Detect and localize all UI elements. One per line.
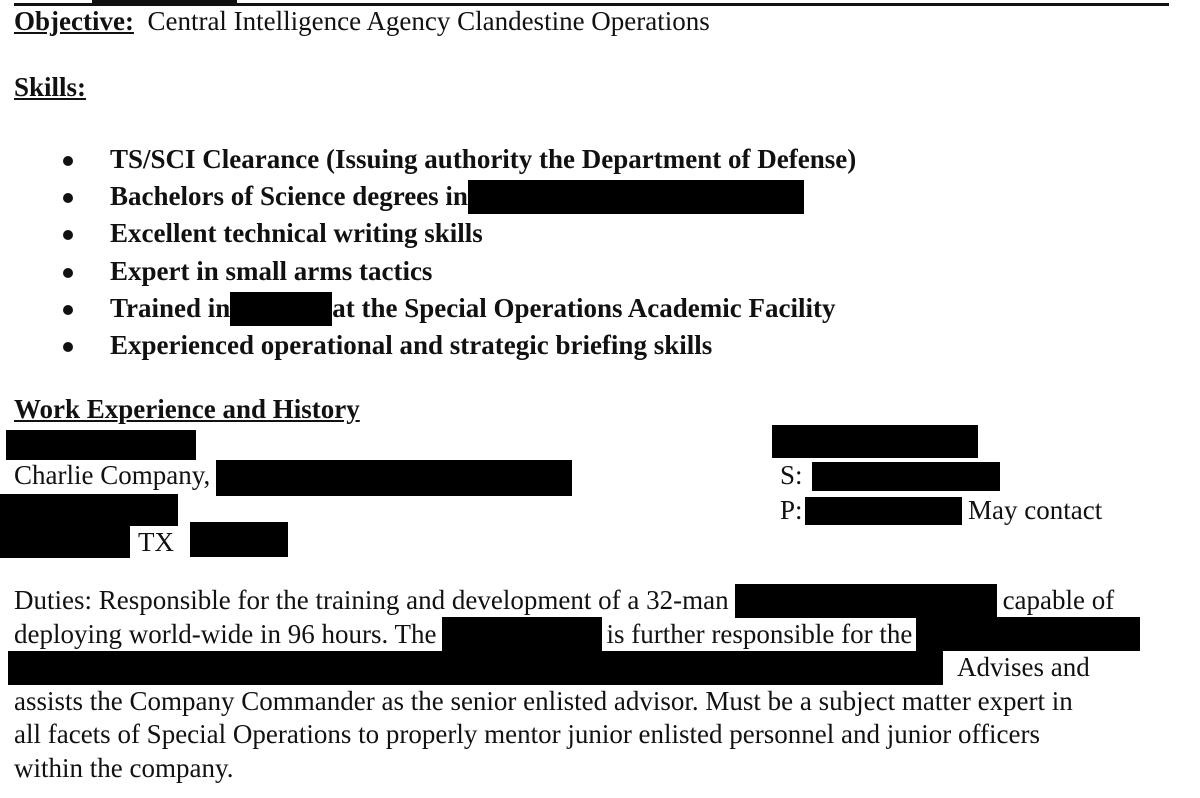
skill-text: Bachelors of Science degrees in [110, 178, 804, 215]
skill-text: Trained in at the Special Operations Academic Facility [110, 290, 835, 327]
duties-text: Duties: Responsible for the training and development of a 32-man [14, 585, 729, 615]
redaction-block [0, 494, 178, 526]
bullet-icon [63, 342, 73, 352]
duties-text: deploying world-wide in 96 hours. The [14, 618, 437, 649]
bullet-icon [63, 230, 73, 240]
company-name: Charlie Company, [14, 460, 211, 490]
bullet-icon [63, 305, 73, 315]
supervisor-label: S: [780, 460, 803, 490]
duties-text: is further responsible for the [606, 618, 913, 649]
duties-text: capable of [1002, 585, 1115, 615]
bullet-icon [63, 193, 73, 203]
state-label: TX [138, 527, 174, 557]
duties-line: assists the Company Commander as the senior enlisted advisor. Must be a subject matter expert in [14, 685, 1073, 716]
duties-line: within the company. [14, 752, 234, 783]
skill-text: Excellent technical writing skills [110, 218, 483, 249]
redaction-block [772, 425, 978, 458]
redaction-block [0, 524, 130, 558]
duties-line [14, 584, 1189, 618]
redaction-block [230, 292, 332, 326]
redaction-block [916, 617, 1140, 651]
redaction-block [216, 460, 572, 496]
duties-line [14, 651, 1189, 685]
redaction-block [8, 651, 943, 685]
redaction-block [735, 584, 997, 618]
contact-note: May contact [968, 495, 1103, 525]
objective-line [14, 6, 710, 37]
redaction-block [805, 497, 962, 525]
duties-line [14, 618, 1189, 652]
bullet-icon [63, 156, 73, 166]
skill-text: Experienced operational and strategic briefing skills [110, 329, 713, 360]
objective-label: Objective: [14, 6, 134, 36]
redaction-block [190, 522, 288, 557]
duties-line: all facets of Special Operations to properly mentor junior enlisted personnel and junior officers [14, 719, 1040, 749]
phone-label: P: [780, 495, 803, 525]
skill-text: Expert in small arms tactics [110, 255, 433, 286]
skills-heading: Skills: [14, 72, 87, 102]
objective-value: Central Intelligence Agency Clandestine Operations [147, 6, 710, 36]
duties-text: Advises and [957, 652, 1090, 682]
redaction-block [6, 430, 196, 460]
redaction-block [468, 180, 804, 214]
redaction-block [812, 462, 1000, 491]
redaction-block [442, 617, 602, 651]
bullet-icon [63, 268, 73, 278]
work-heading: Work Experience and History [14, 394, 360, 424]
skill-text: TS/SCI Clearance (Issuing authority the Department of Defense) [110, 144, 857, 174]
duties-paragraph [14, 584, 1189, 785]
